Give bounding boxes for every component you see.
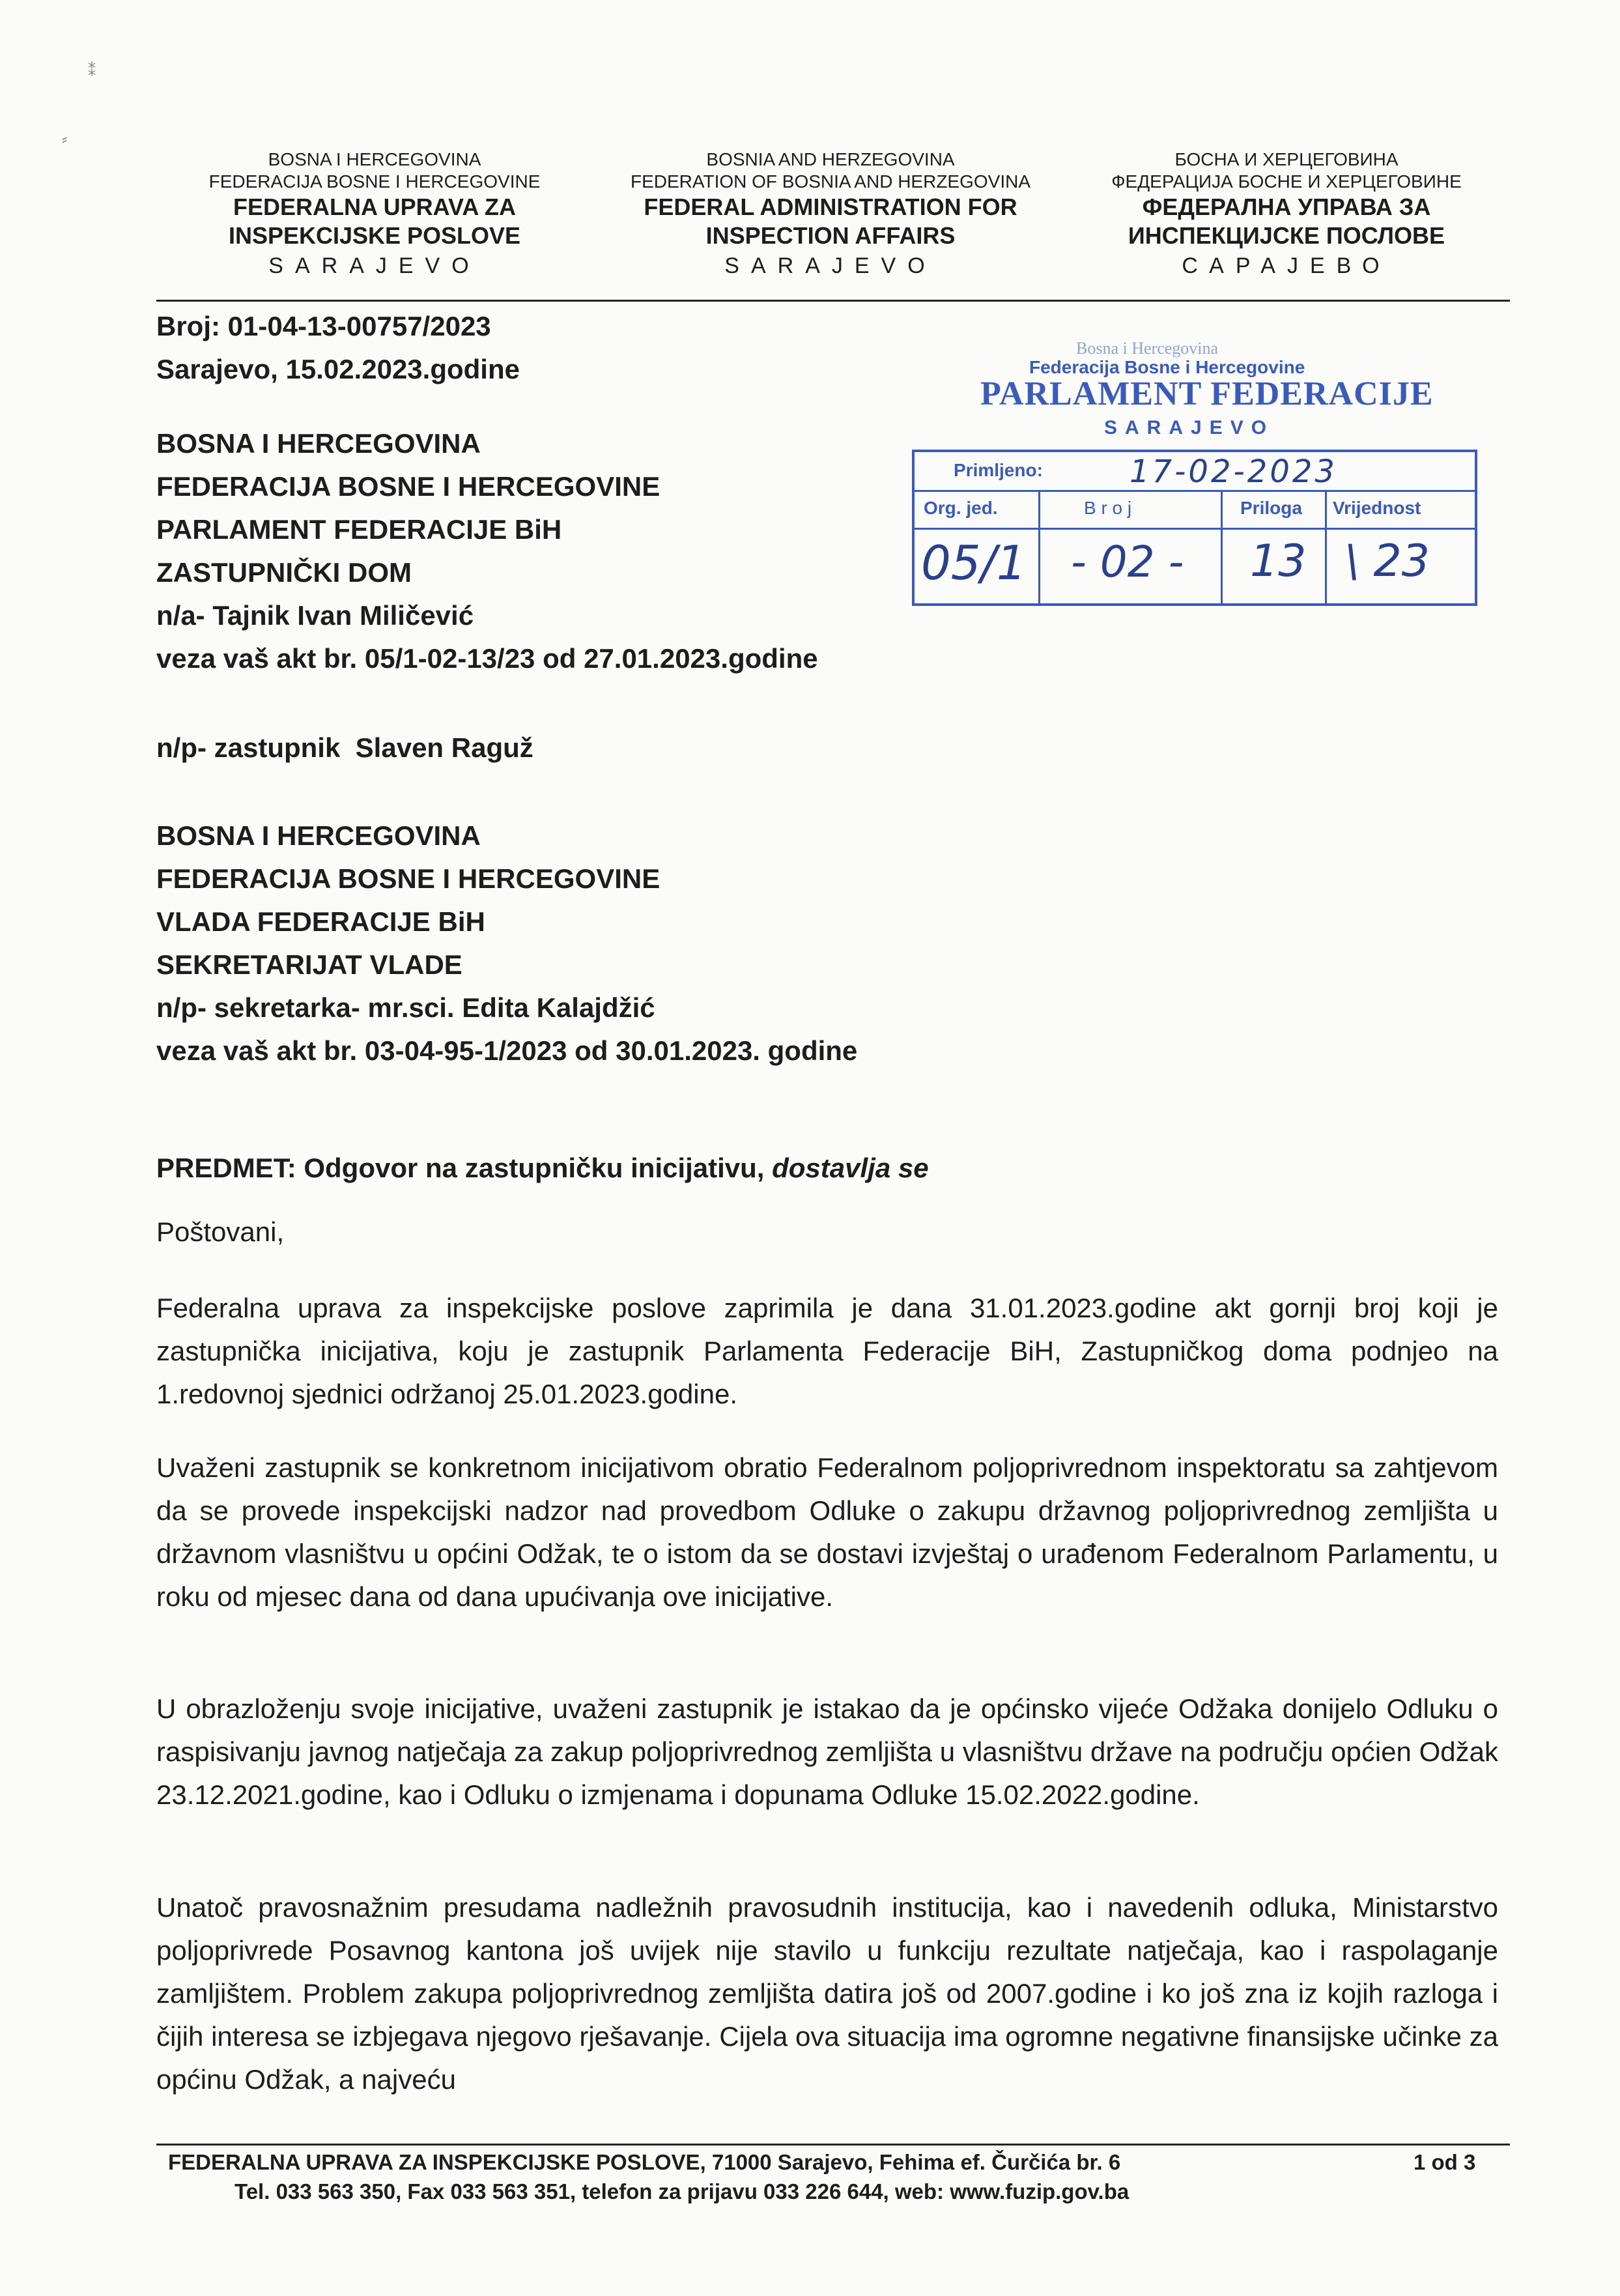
reference-block	[156, 305, 520, 391]
stamp-divider	[1221, 490, 1223, 603]
header-city: SARAJEVO	[268, 253, 481, 279]
reference-number: Broj: 01-04-13-00757/2023	[156, 311, 491, 341]
header-bosnian	[156, 149, 593, 280]
header-agency-line2: INSPEKCIJSKE POSLOVE	[228, 222, 521, 250]
subject-emphasis: dostavlja se	[772, 1153, 929, 1183]
stamp-received-label: Primljeno:	[954, 460, 1043, 480]
header-country: БОСНА И ХЕРЦЕГОВИНА	[1174, 149, 1399, 169]
stamp-col-vrijednost: Vrijednost	[1333, 498, 1421, 518]
stamp-divider	[1038, 490, 1040, 603]
ink-speck: ⸗	[62, 130, 67, 148]
address-line: FEDERACIJA BOSNE I HERCEGOVINE	[156, 471, 661, 502]
stamp-value-priloga: 13	[1250, 536, 1307, 587]
address-line: FEDERACIJA BOSNE I HERCEGOVINE	[156, 863, 661, 894]
address-line: n/a- Tajnik Ivan Miličević	[156, 600, 474, 631]
subject-line	[156, 1147, 929, 1190]
footer-contact: Tel. 033 563 350, Fax 033 563 351, telefon za prijavu 033 226 644, web: www.fuzip.gov.ba	[234, 2179, 1130, 2203]
stamp-col-broj: B r o j	[1084, 498, 1132, 518]
address-line: PARLAMENT FEDERACIJE BiH	[156, 514, 562, 545]
stamp-value-broj: - 02 -	[1071, 537, 1184, 587]
body-paragraph: Uvaženi zastupnik se konkretnom inicijativom obratio Federalnom poljoprivrednom inspektoratu sa zahtjevom da se provede inspekcijski nadzor nad provedbom Odluke o zakupu državnog poljoprivrednog zemljišta u državnom vlasništvu u općini Odžak, te o istom da se dostavi izvještaj o urađenom Federalnom Parlamentu, u roku od mjesec dana od dana upućivanja ove inicijative.	[156, 1452, 1498, 1612]
header-city: САРАЈЕВО	[1182, 253, 1391, 279]
stamp-value-vrijednost: \ 23	[1344, 536, 1430, 587]
header-country: BOSNA I HERCEGOVINA	[268, 149, 481, 169]
stamp-value-org: 05/1	[921, 536, 1027, 590]
address-line: BOSNA I HERCEGOVINA	[156, 428, 481, 459]
greeting: Poštovani,	[156, 1216, 285, 1247]
stamp-col-org: Org. jed.	[924, 498, 998, 518]
footer-divider	[156, 2144, 1510, 2145]
stamp-divider	[1325, 490, 1327, 603]
address-line: SEKRETARIJAT VLADE	[156, 949, 462, 980]
reference-date: Sarajevo, 15.02.2023.godine	[156, 354, 520, 384]
stamp-received-date: 17-02-2023	[1130, 453, 1337, 490]
address-line: VLADA FEDERACIJE BiH	[156, 906, 485, 937]
header-agency-line1: ФЕДЕРАЛНА УПРАВА ЗА	[1142, 194, 1431, 221]
recipient-government	[156, 814, 857, 1072]
recipient-parliament	[156, 422, 818, 680]
header-cyrillic	[1072, 149, 1501, 280]
header-divider	[156, 300, 1510, 302]
stamp-city: SARAJEVO	[1104, 417, 1275, 438]
body-paragraph: Federalna uprava za inspekcijske poslove zaprimila je dana 31.01.2023.godine akt gornji broj koji je zastupnička inicijativa, koju je zastupnik Parlamenta Federacije BiH, Zastupničkog doma podnjeo na 1.redovnoj sjednici održanoj 25.01.2023.godine.	[156, 1293, 1498, 1409]
body-paragraph: Unatoč pravosnažnim presudama nadležnih pravosudnih institucija, kao i navedenih odluka, Ministarstvo poljoprivrede Posavnog kantona još uvijek nije stavilo u funkciju rezultate natječaja, kao i raspolaganje zamljištem. Problem zakupa poljoprivrednog zemljišta datira još od 2007.godine i ko još zna iz kojih razloga i čijih interesa se izbjegava njegovo rješavanje. Cijela ova situacija ima ogromne negativne finansijske učinke za općinu Odžak, a najveću	[156, 1892, 1498, 2095]
header-english	[603, 149, 1059, 280]
representative-line	[156, 726, 533, 769]
header-entity: FEDERACIJA BOSNE I HERCEGOVINE	[208, 171, 541, 192]
address-line: veza vaš akt br. 05/1-02-13/23 od 27.01.2023.godine	[156, 643, 818, 674]
header-entity: FEDERATION OF BOSNIA AND HERZEGOVINA	[630, 171, 1031, 192]
footer-address: FEDERALNA UPRAVA ZA INSPEKCIJSKE POSLOVE, 71000 Sarajevo, Fehima ef. Čurčića br. 6	[168, 2150, 1121, 2174]
address-line: veza vaš akt br. 03-04-95-1/2023 od 30.01.2023. godine	[156, 1035, 858, 1066]
received-stamp-box	[912, 450, 1477, 606]
header-city: SARAJEVO	[724, 253, 937, 279]
header-agency-line1: FEDERALNA UPRAVA ZA	[233, 194, 516, 221]
address-line: n/p- sekretarka- mr.sci. Edita Kalajdžić	[156, 992, 655, 1023]
page-number: 1 od 3	[1414, 2150, 1476, 2174]
header-agency-line1: FEDERAL ADMINISTRATION FOR	[644, 194, 1017, 221]
address-line: ZASTUPNIČKI DOM	[156, 557, 412, 588]
body-paragraph: U obrazloženju svoje inicijative, uvaženi zastupnik je istakao da je općinsko vijeće Odžaka donijelo Odluku o raspisivanju javnog natječaja za zakup poljoprivrednog zemljišta u vlasništvu države na području općien Odžak 23.12.2021.godine, kao i Odluku o izmjenama i dopunama Odluke 15.02.2022.godine.	[156, 1693, 1498, 1810]
stamp-entity: Federacija Bosne i Hercegovine	[1029, 357, 1305, 377]
ink-speck: ⁑	[88, 63, 96, 80]
address-line: BOSNA I HERCEGOVINA	[156, 820, 481, 851]
header-agency-line2: ИНСПЕКЦИЈСКЕ ПОСЛОВЕ	[1128, 222, 1445, 250]
representative-name: n/p- zastupnik Slaven Raguž	[156, 732, 533, 763]
subject-label: PREDMET: Odgovor na zastupničku inicijativu,	[156, 1153, 773, 1183]
header-entity: ФЕДЕРАЦИЈА БОСНЕ И ХЕРЦЕГОВИНЕ	[1111, 171, 1462, 192]
stamp-title: PARLAMENT FEDERACIJE	[980, 375, 1434, 412]
header-country: BOSNIA AND HERZEGOVINA	[706, 149, 955, 169]
stamp-country: Bosna i Hercegovina	[1076, 339, 1219, 358]
stamp-col-priloga: Priloga	[1240, 498, 1302, 518]
header-agency-line2: INSPECTION AFFAIRS	[705, 222, 956, 250]
